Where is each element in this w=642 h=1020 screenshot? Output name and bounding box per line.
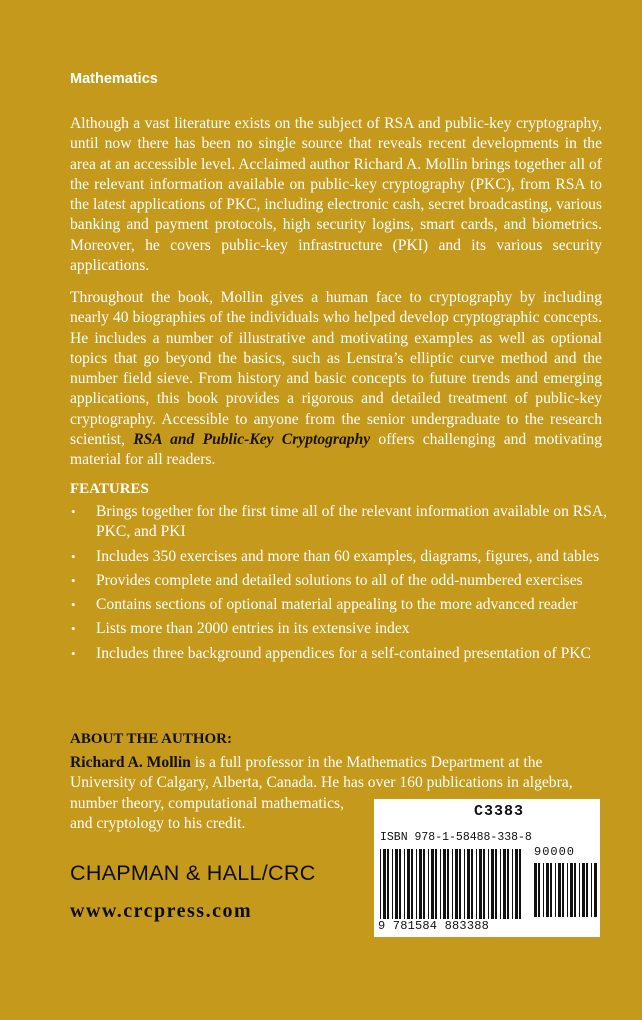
author-name: Richard A. Mollin (70, 754, 191, 771)
author-bio-line-4: and cryptology to his credit. (70, 814, 246, 832)
description-paragraph-2 (70, 288, 602, 471)
author-bio-line-2: University of Calgary, Alberta, Canada. He has over 160 publications in algebra, (70, 774, 573, 792)
barcode-bar (471, 849, 473, 919)
barcode-bar (399, 849, 401, 919)
barcode-bar (467, 849, 470, 919)
barcode-bar (567, 863, 568, 917)
barcode-bar (503, 849, 506, 919)
barcode-bar (404, 849, 405, 919)
barcode-bar (594, 863, 597, 917)
barcode-bar (579, 863, 580, 917)
barcode-bar (411, 849, 413, 919)
author-bio-text-1: is a full professor in the Mathematics Department at the (190, 754, 543, 771)
category-label: Mathematics (70, 71, 158, 87)
features-heading: FEATURES (70, 481, 149, 497)
barcode-bar (555, 863, 556, 917)
paragraph-2-text-end: offers challenging and motivating material for all readers. (70, 431, 602, 469)
feature-item (70, 502, 610, 543)
barcode-bar (423, 849, 425, 919)
barcode-bar (495, 849, 497, 919)
about-author-heading: ABOUT THE AUTHOR: (70, 731, 232, 747)
feature-text: Includes 350 exercises and more than 60 examples, diagrams, figures, and tables (96, 547, 600, 565)
barcode-bar (543, 863, 544, 917)
barcode-bar (558, 863, 561, 917)
barcode-bar (431, 849, 434, 919)
feature-text: Contains sections of optional material appealing to the more advanced reader (96, 596, 578, 614)
feature-text: Brings together for the first time all of the relevant information available on RSA, PKC, and PKI (96, 503, 607, 541)
isbn-text: ISBN 978-1-58488-338-8 (380, 831, 532, 844)
barcode-bar (419, 849, 422, 919)
barcode-bar (570, 863, 573, 917)
barcode-bar (380, 849, 381, 919)
isbn-barcode (374, 799, 600, 937)
barcode-bars (374, 799, 600, 937)
barcode-bar (464, 849, 465, 919)
barcode-bar (455, 849, 458, 919)
barcode-bar (550, 863, 552, 917)
feature-item (70, 571, 610, 591)
barcode-bar (387, 849, 389, 919)
barcode-bar (507, 849, 509, 919)
ean-digits: 9 781584 883388 (378, 919, 490, 933)
barcode-bar (447, 849, 449, 919)
feature-item (70, 547, 610, 567)
barcode-bar (574, 863, 576, 917)
barcode-bar (383, 849, 386, 919)
barcode-bar (483, 849, 485, 919)
paragraph-2-text-start: Throughout the book, Mollin gives a human face to cryptography by including nearly 40 biographies of the individuals who helped develop cryptographic concepts. He includes a number of illustrative and motivating examples as well as optional topics that go beyond the basics, such as Lenstra’s elliptic curve method and the number field sieve. From history and basic concepts to future trends and emerging applications, this book provides a rigorous and detailed treatment of public-key cryptography. Accessible to anyone from the senior undergraduate to the research scientist, (70, 289, 602, 449)
feature-item (70, 619, 610, 639)
book-title-inline: RSA and Public-Key Cryptography (133, 431, 371, 449)
barcode-bar (452, 849, 453, 919)
barcode-bar (440, 849, 441, 919)
barcode-bar (476, 849, 477, 919)
price-addon-number: 90000 (534, 845, 576, 859)
feature-item (70, 595, 610, 615)
barcode-bar (534, 863, 537, 917)
barcode-bar (443, 849, 446, 919)
barcode-bar (479, 849, 482, 919)
barcode-bar (500, 849, 501, 919)
bullet-icon: • (71, 621, 76, 637)
feature-text: Includes three background appendices for a self-contained presentation of PKC (96, 644, 591, 662)
barcode-bar (395, 849, 398, 919)
bullet-icon: • (71, 548, 76, 564)
barcode-bar (519, 849, 521, 919)
bullet-icon: • (71, 597, 76, 613)
publisher-logo: CHAPMAN & HALL/CRC (70, 861, 316, 885)
bullet-icon: • (71, 504, 76, 519)
features-list (70, 502, 610, 668)
feature-item (70, 644, 610, 664)
barcode-bar (459, 849, 461, 919)
barcode-bar (392, 849, 393, 919)
feature-text: Provides complete and detailed solutions to all of the odd-numbered exercises (96, 571, 583, 589)
barcode-bar (515, 849, 518, 919)
ean-bars (380, 849, 521, 919)
barcode-bar (562, 863, 564, 917)
author-bio-line-1 (70, 753, 615, 773)
catalog-code: C3383 (474, 803, 525, 820)
barcode-bar (538, 863, 540, 917)
addon-bars (534, 863, 597, 917)
barcode-bar (435, 849, 437, 919)
barcode-bar (416, 849, 417, 919)
barcode-bar (488, 849, 489, 919)
barcode-bar (591, 863, 592, 917)
publisher-website: www.crcpress.com (70, 900, 253, 922)
barcode-bar (428, 849, 429, 919)
barcode-bar (491, 849, 494, 919)
barcode-bar (512, 849, 513, 919)
barcode-bar (586, 863, 588, 917)
feature-text: Lists more than 2000 entries in its extensive index (96, 620, 410, 638)
author-bio-line-3: number theory, computational mathematics, (70, 794, 344, 812)
bullet-icon: • (71, 645, 76, 661)
bullet-icon: • (71, 572, 76, 588)
barcode-bar (407, 849, 410, 919)
description-paragraph-1: Although a vast literature exists on the subject of RSA and public-key cryptography, until now there has been no single source that reveals recent developments in the area at an accessible level. Acclaimed author Richard A. Mollin brings together all of the relevant information available on public-key cryptography (PKC), from RSA to the latest applications of PKC, including electronic cash, secret broadcasting, various banking and payment protocols, high security logins, smart cards, and biometrics. Moreover, he covers public-key infrastructure (PKI) and its various security applications. (70, 115, 602, 275)
barcode-bar (582, 863, 585, 917)
barcode-bar (546, 863, 549, 917)
